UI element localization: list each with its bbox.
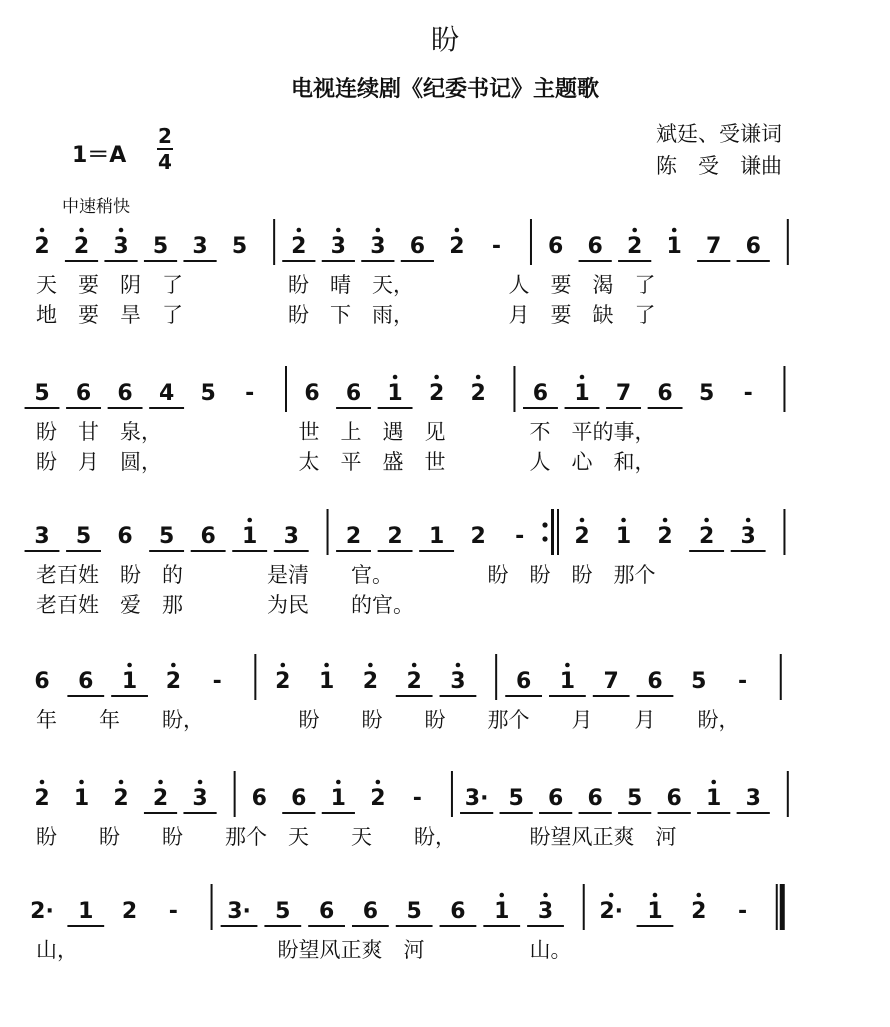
beam-underline xyxy=(66,550,101,552)
note-numeral: 5 xyxy=(231,234,248,259)
note-numeral: 6 xyxy=(362,899,379,924)
time-signature xyxy=(156,124,174,174)
bar-line xyxy=(783,366,785,412)
beam-underline xyxy=(274,550,309,552)
beam-underline xyxy=(737,260,770,262)
beam-underline xyxy=(144,812,177,814)
dash-extension: - xyxy=(737,669,748,694)
note-numeral: 6 xyxy=(666,786,682,811)
note-numeral: 6 xyxy=(200,524,216,549)
note-numeral: 6 xyxy=(117,381,133,406)
note-numeral: 5 xyxy=(34,381,50,406)
beam-underline xyxy=(221,925,258,927)
lyric-line: 盼 盼 盼 那个 天 天 盼， 盼望风正爽 河 xyxy=(36,825,677,849)
lyric-line: 老百姓 爱 那 为民 的官。 xyxy=(36,593,414,617)
note-numeral: 5 xyxy=(152,234,169,259)
beam-underline xyxy=(352,925,389,927)
note-numeral: 2· xyxy=(599,899,624,924)
lyric-line: 老百姓 盼 的 是清 官。 盼 盼 盼 那个 xyxy=(36,563,656,587)
lyricist-credit: 斌廷、受谦词 xyxy=(656,122,782,146)
note-numeral: 6 xyxy=(345,381,362,406)
beam-underline xyxy=(419,550,454,552)
note-numeral: 3· xyxy=(227,899,251,924)
note-numeral: 6 xyxy=(409,234,426,259)
note-numeral: 2 xyxy=(34,234,50,259)
note-numeral: 2 xyxy=(291,234,307,259)
beam-underline xyxy=(565,407,600,409)
octave-dot xyxy=(297,228,302,233)
note-numeral: 3 xyxy=(450,669,466,694)
note-numeral: 5 xyxy=(627,786,643,811)
lyric-line: 地 要 旱 了 盼 下 雨， 月 要 缺 了 xyxy=(36,303,656,327)
octave-dot xyxy=(621,518,626,523)
song-subtitle: 电视连续剧《纪委书记》主题歌 xyxy=(290,77,599,102)
lyric-line: 山， 盼望风正爽 河 山。 xyxy=(36,938,572,962)
beam-underline xyxy=(579,812,612,814)
octave-dot xyxy=(40,228,45,233)
note-numeral: 1 xyxy=(318,669,335,694)
beam-underline xyxy=(440,695,477,697)
lyric-line: 盼 月 圆， 太 平 盛 世 人 心 和， xyxy=(36,450,656,474)
dash-extension: - xyxy=(412,786,422,811)
dash-extension: - xyxy=(245,381,255,406)
note-numeral: 5 xyxy=(508,786,524,811)
note-numeral: 3 xyxy=(283,524,299,549)
beam-underline xyxy=(183,812,216,814)
bar-line xyxy=(327,509,329,555)
note-numeral: 1 xyxy=(428,524,445,549)
note-numeral: 2 xyxy=(152,786,169,811)
note-numeral: 2· xyxy=(30,899,54,924)
octave-dot xyxy=(711,780,716,785)
beam-underline xyxy=(308,925,345,927)
dash-extension: - xyxy=(515,524,525,549)
beam-underline xyxy=(618,812,651,814)
octave-dot xyxy=(376,228,381,233)
beam-underline xyxy=(396,925,433,927)
time-signature-top: 2 xyxy=(158,124,172,148)
octave-dot xyxy=(565,663,570,668)
beam-underline xyxy=(500,812,533,814)
octave-dot xyxy=(653,893,658,898)
octave-dot xyxy=(663,518,668,523)
bar-line xyxy=(234,771,236,817)
note-numeral: 1 xyxy=(647,899,663,924)
beam-underline xyxy=(111,695,148,697)
beam-underline xyxy=(65,260,98,262)
note-numeral: 5 xyxy=(698,381,715,406)
lyric-line: 天 要 阴 了 盼 晴 天， 人 要 渴 了 xyxy=(36,273,656,297)
note-numeral: 6 xyxy=(548,786,564,811)
beam-underline xyxy=(697,260,730,262)
bar-line xyxy=(557,509,559,555)
music-system xyxy=(0,205,890,355)
beam-underline xyxy=(66,407,101,409)
beam-underline xyxy=(637,695,674,697)
octave-dot xyxy=(746,518,751,523)
note-numeral: 6 xyxy=(251,786,267,811)
note-numeral: 2 xyxy=(449,234,465,259)
beam-underline xyxy=(25,407,60,409)
note-numeral: 6 xyxy=(450,899,466,924)
octave-dot xyxy=(456,663,461,668)
note-numeral: 2 xyxy=(470,381,486,406)
beam-underline xyxy=(104,260,137,262)
octave-dot xyxy=(376,780,381,785)
bar-line xyxy=(787,219,789,265)
beam-underline xyxy=(460,812,493,814)
note-numeral: 1 xyxy=(121,669,138,694)
beam-underline xyxy=(737,812,770,814)
note-numeral: 2 xyxy=(275,669,291,694)
note-numeral: 3· xyxy=(464,786,489,811)
beam-underline xyxy=(658,812,691,814)
octave-dot xyxy=(198,780,203,785)
octave-dot xyxy=(119,228,124,233)
song-title: 盼 xyxy=(430,23,459,56)
note-numeral: 5 xyxy=(691,669,707,694)
octave-dot xyxy=(247,518,252,523)
beam-underline xyxy=(149,550,184,552)
octave-dot xyxy=(580,518,585,523)
note-numeral: 4 xyxy=(158,381,175,406)
beam-underline xyxy=(549,695,586,697)
note-numeral: 5 xyxy=(275,899,291,924)
note-numeral: 2 xyxy=(691,899,707,924)
octave-dot xyxy=(40,780,45,785)
beam-underline xyxy=(731,550,766,552)
octave-dot xyxy=(696,893,701,898)
note-numeral: 3 xyxy=(192,786,208,811)
note-numeral: 7 xyxy=(706,234,722,259)
note-numeral: 1 xyxy=(574,381,590,406)
note-numeral: 6 xyxy=(647,669,663,694)
beam-underline xyxy=(191,550,226,552)
note-numeral: 6 xyxy=(657,381,673,406)
bar-line xyxy=(451,771,453,817)
beam-underline xyxy=(361,260,394,262)
octave-dot xyxy=(434,375,439,380)
note-numeral: 6 xyxy=(291,786,307,811)
bar-line xyxy=(783,509,785,555)
octave-dot xyxy=(609,893,614,898)
octave-dot xyxy=(281,663,286,668)
octave-dot xyxy=(127,663,132,668)
dash-extension: - xyxy=(491,234,501,259)
beam-underline xyxy=(396,695,433,697)
beam-underline xyxy=(401,260,434,262)
beam-underline xyxy=(579,260,612,262)
bar-line xyxy=(776,884,778,930)
beam-underline xyxy=(527,925,564,927)
tempo-marking: 中速稍快 xyxy=(62,197,130,217)
beam-underline xyxy=(440,925,477,927)
dash-extension: - xyxy=(743,381,753,406)
beam-underline xyxy=(648,407,683,409)
octave-dot xyxy=(393,375,398,380)
beam-underline xyxy=(183,260,216,262)
note-numeral: 6 xyxy=(548,234,564,259)
beam-underline xyxy=(483,925,520,927)
note-numeral: 5 xyxy=(200,381,216,406)
octave-dot xyxy=(158,780,163,785)
note-numeral: 7 xyxy=(603,669,619,694)
note-numeral: 2 xyxy=(73,234,90,259)
lyric-line: 盼 甘 泉， 世 上 遇 见 不 平的事， xyxy=(36,420,656,444)
note-numeral: 2 xyxy=(113,786,129,811)
note-numeral: 2 xyxy=(121,899,138,924)
note-numeral: 3 xyxy=(537,899,554,924)
bar-line xyxy=(273,219,275,265)
beam-underline xyxy=(637,925,674,927)
octave-dot xyxy=(672,228,677,233)
note-numeral: 2 xyxy=(470,524,486,549)
beam-underline xyxy=(336,407,371,409)
note-numeral: 3 xyxy=(330,234,346,259)
beam-underline xyxy=(264,925,301,927)
octave-dot xyxy=(412,663,417,668)
note-numeral: 1 xyxy=(494,899,510,924)
note-numeral: 1 xyxy=(330,786,346,811)
note-numeral: 5 xyxy=(75,524,92,549)
bar-line xyxy=(551,509,554,555)
note-numeral: 6 xyxy=(117,524,133,549)
octave-dot xyxy=(632,228,637,233)
bar-line xyxy=(211,884,213,930)
note-numeral: 7 xyxy=(615,381,632,406)
music-system xyxy=(0,495,890,645)
note-numeral: 2 xyxy=(574,524,590,549)
note-numeral: 6 xyxy=(515,669,532,694)
dash-extension: - xyxy=(168,899,178,924)
bar-line xyxy=(513,366,515,412)
octave-dot xyxy=(336,228,341,233)
beam-underline xyxy=(149,407,184,409)
note-numeral: 1 xyxy=(706,786,722,811)
bar-line xyxy=(787,771,789,817)
beam-underline xyxy=(593,695,630,697)
dash-extension: - xyxy=(212,669,222,694)
note-numeral: 3 xyxy=(370,234,386,259)
beam-underline xyxy=(689,550,724,552)
beam-underline xyxy=(25,550,60,552)
beam-underline xyxy=(505,695,542,697)
bar-line xyxy=(530,219,532,265)
note-numeral: 2 xyxy=(362,669,379,694)
octave-dot xyxy=(543,893,548,898)
note-numeral: 3 xyxy=(192,234,208,259)
bar-line xyxy=(780,884,785,930)
note-numeral: 1 xyxy=(78,899,94,924)
octave-dot xyxy=(324,663,329,668)
note-numeral: 2 xyxy=(698,524,715,549)
note-numeral: 2 xyxy=(406,669,422,694)
repeat-dot xyxy=(542,536,547,541)
beam-underline xyxy=(336,550,371,552)
octave-dot xyxy=(368,663,373,668)
note-numeral: 1 xyxy=(387,381,403,406)
note-numeral: 6 xyxy=(75,381,92,406)
note-numeral: 3 xyxy=(740,524,756,549)
octave-dot xyxy=(336,780,341,785)
beam-underline xyxy=(67,925,104,927)
bar-line xyxy=(285,366,287,412)
note-numeral: 6 xyxy=(587,786,603,811)
key-signature: 1＝A xyxy=(72,143,127,168)
beam-underline xyxy=(378,550,413,552)
note-numeral: 6 xyxy=(34,669,50,694)
note-numeral: 2 xyxy=(165,669,182,694)
dash-extension: - xyxy=(737,899,748,924)
note-numeral: 2 xyxy=(387,524,403,549)
octave-dot xyxy=(704,518,709,523)
beam-underline xyxy=(697,812,730,814)
octave-dot xyxy=(580,375,585,380)
note-numeral: 3 xyxy=(34,524,50,549)
time-signature-bottom: 4 xyxy=(158,150,172,174)
note-numeral: 3 xyxy=(113,234,129,259)
note-numeral: 3 xyxy=(745,786,761,811)
note-numeral: 6 xyxy=(78,669,94,694)
octave-dot xyxy=(455,228,460,233)
repeat-dot xyxy=(542,522,547,527)
note-numeral: 2 xyxy=(34,786,50,811)
beam-underline xyxy=(606,407,641,409)
beam-underline xyxy=(378,407,413,409)
composer-credit: 陈 受 谦曲 xyxy=(656,154,782,178)
beam-underline xyxy=(523,407,558,409)
bar-line xyxy=(780,654,782,700)
note-numeral: 1 xyxy=(666,234,682,259)
note-numeral: 6 xyxy=(587,234,603,259)
note-numeral: 1 xyxy=(242,524,258,549)
note-numeral: 6 xyxy=(532,381,549,406)
lyric-line: 年 年 盼， 盼 盼 盼 那个 月 月 盼， xyxy=(36,708,740,732)
note-numeral: 2 xyxy=(627,234,643,259)
note-numeral: 1 xyxy=(559,669,576,694)
note-numeral: 6 xyxy=(304,381,320,406)
octave-dot xyxy=(119,780,124,785)
note-numeral: 1 xyxy=(615,524,632,549)
music-system xyxy=(0,870,890,1020)
beam-underline xyxy=(67,695,104,697)
beam-underline xyxy=(322,260,355,262)
note-numeral: 5 xyxy=(406,899,422,924)
octave-dot xyxy=(476,375,481,380)
beam-underline xyxy=(282,260,315,262)
note-numeral: 1 xyxy=(73,786,90,811)
note-numeral: 2 xyxy=(370,786,386,811)
note-numeral: 5 xyxy=(158,524,175,549)
beam-underline xyxy=(618,260,651,262)
beam-underline xyxy=(539,812,572,814)
note-numeral: 2 xyxy=(657,524,673,549)
bar-line xyxy=(583,884,585,930)
beam-underline xyxy=(108,407,143,409)
beam-underline xyxy=(144,260,177,262)
note-numeral: 2 xyxy=(345,524,362,549)
note-numeral: 2 xyxy=(428,381,445,406)
beam-underline xyxy=(282,812,315,814)
octave-dot xyxy=(171,663,176,668)
bar-line xyxy=(495,654,497,700)
octave-dot xyxy=(79,780,84,785)
note-numeral: 6 xyxy=(745,234,761,259)
note-numeral: 6 xyxy=(318,899,335,924)
music-system xyxy=(0,352,890,502)
beam-underline xyxy=(322,812,355,814)
octave-dot xyxy=(499,893,504,898)
bar-line xyxy=(254,654,256,700)
beam-underline xyxy=(232,550,267,552)
octave-dot xyxy=(79,228,84,233)
